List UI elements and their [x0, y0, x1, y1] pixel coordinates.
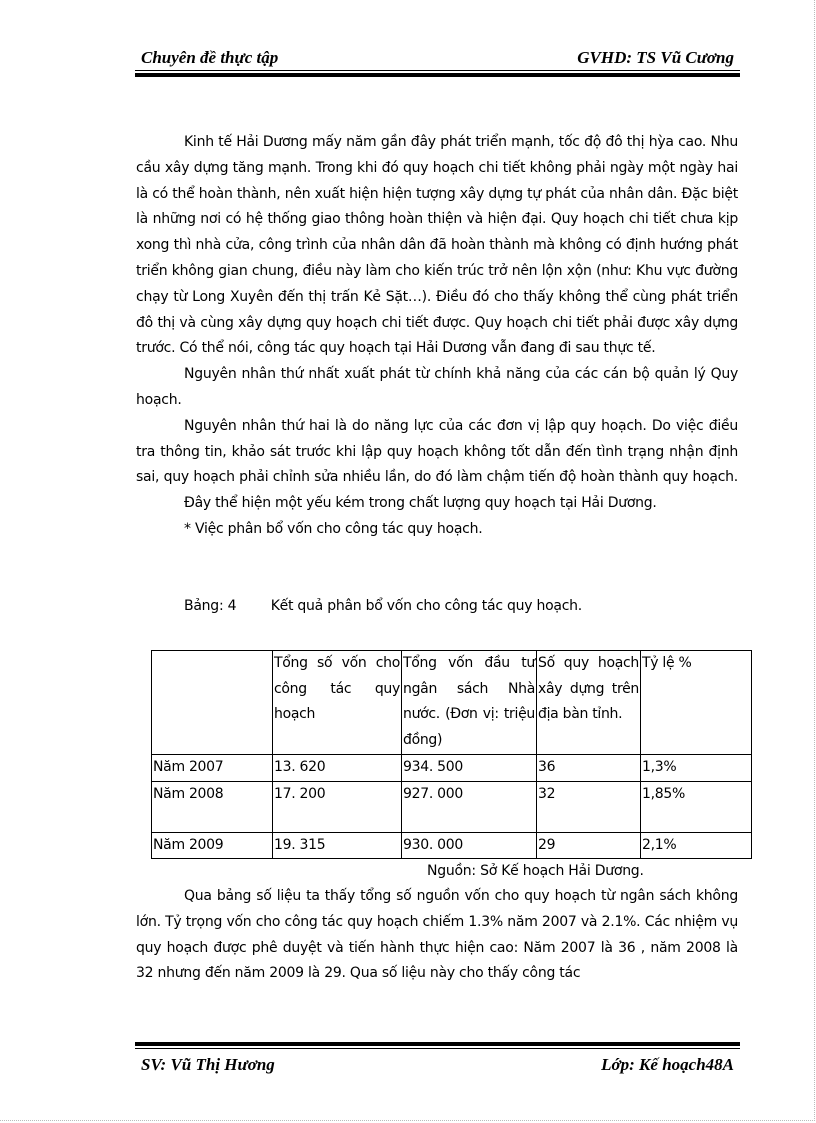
table-cell: 17. 200	[273, 781, 402, 832]
table-cell: 927. 000	[402, 781, 537, 832]
table-header-row	[152, 651, 752, 755]
table-cell: Năm 2007	[152, 755, 273, 782]
table-title: Kết quả phân bổ vốn cho công tác quy hoạch.	[270, 598, 583, 614]
paragraph-6: Qua bảng số liệu ta thấy tổng số nguồn vốn cho quy hoạch từ ngân sách không lớn. Tỷ trọng vốn cho công tác quy hoạch chiếm 1.3% năm 2007 và 2.1%. Các nhiệm vụ quy hoạch được phê duyệt và tiến hành thực hiện cao: Năm 2007 là 36 , năm 2008 là 32 nhưng đến năm 2009 là 29. Qua số liệu này cho thấy công tác	[136, 888, 738, 982]
table-label: Bảng: 4	[184, 598, 237, 614]
header-title: Chuyên đề thực tập	[141, 48, 279, 67]
table-cell: 13. 620	[273, 755, 402, 782]
header-advisor: GVHD: TS Vũ Cương	[577, 48, 734, 67]
table-row	[152, 832, 752, 859]
table-header-cell: Tỷ lệ %	[641, 651, 752, 755]
header-rule-thick	[135, 73, 740, 77]
table-cell: 1,3%	[641, 755, 752, 782]
table-cell: 29	[537, 832, 641, 859]
table-header-cell	[152, 651, 273, 755]
table-cell: Năm 2008	[152, 781, 273, 832]
table-source: Nguồn: Sở Kế hoạch Hải Dương.	[427, 863, 644, 879]
paragraph-5: * Việc phân bổ vốn cho công tác quy hoạch.	[184, 520, 483, 537]
table-header-cell: Số quy hoạch xây dựng trên địa bàn tỉnh.	[537, 651, 641, 755]
footer-student: SV: Vũ Thị Hương	[141, 1055, 275, 1074]
paragraph-1: Kinh tế Hải Dương mấy năm gần đây phát triển mạnh, tốc độ đô thị hỳa cao. Nhu cầu xây dựng tăng mạnh. Trong khi đó quy hoạch chi tiết không phải ngày một ngày hai là có thể hoàn thành, nên xuất hiện hiện tượng xây dựng tự phát của nhân dân. Đặc biệt là những nơi có hệ thống giao thông hoàn thiện và hiện đại. Quy hoạch chi tiết chưa kịp xong thì nhà cửa, công trình của nhân dân đã hoàn thành mà không có định hướng phát triển không gian chung, điều này làm cho kiến trúc trở nên lộn xộn (như: Khu vực đường chạy từ Long Xuyên đến thị trấn Kẻ Sặt…). Điều đó cho thấy không thể cùng phát triển đô thị và cùng xây dựng quy hoạch chi tiết được. Quy hoạch chi tiết phải được xây dựng trước. Có thể nói, công tác quy hoạch tại Hải Dương vẫn đang đi sau thực tế.	[136, 134, 738, 357]
allocation-table	[151, 650, 752, 859]
page-footer	[135, 1055, 740, 1075]
page-header	[135, 48, 740, 68]
table-caption	[184, 598, 582, 614]
table-cell: Năm 2009	[152, 832, 273, 859]
table-header-cell: Tổng số vốn cho công tác quy hoạch	[273, 651, 402, 755]
header-rule-thin	[135, 70, 740, 71]
table-cell: 930. 000	[402, 832, 537, 859]
table-row	[152, 755, 752, 782]
paragraph-2: Nguyên nhân thứ nhất xuất phát từ chính khả năng của các cán bộ quản lý Quy hoạch.	[136, 366, 738, 408]
table-cell: 934. 500	[402, 755, 537, 782]
table-cell: 1,85%	[641, 781, 752, 832]
paragraph-4: Đây thể hiện một yếu kém trong chất lượng quy hoạch tại Hải Dương.	[184, 495, 657, 512]
table-row	[152, 781, 752, 832]
body-section-bottom	[136, 884, 738, 987]
table-cell: 19. 315	[273, 832, 402, 859]
footer-rule-thick	[135, 1042, 740, 1046]
table-cell: 36	[537, 755, 641, 782]
body-section-top	[136, 130, 738, 543]
table-header-cell: Tổng vốn đầu tư ngân sách Nhà nước. (Đơn vị: triệu đồng)	[402, 651, 537, 755]
footer-rule-thin	[135, 1048, 740, 1049]
footer-class: Lớp: Kế hoạch48A	[601, 1055, 734, 1074]
paragraph-3: Nguyên nhân thứ hai là do năng lực của các đơn vị lập quy hoạch. Do việc điều tra thông tin, khảo sát trước khi lập quy hoạch không tốt dẫn đến tình trạng nhận định sai, quy hoạch phải chỉnh sửa nhiều lần, do đó làm chậm tiến độ hoàn thành quy hoạch.	[136, 417, 738, 486]
table-cell: 32	[537, 781, 641, 832]
table-cell: 2,1%	[641, 832, 752, 859]
